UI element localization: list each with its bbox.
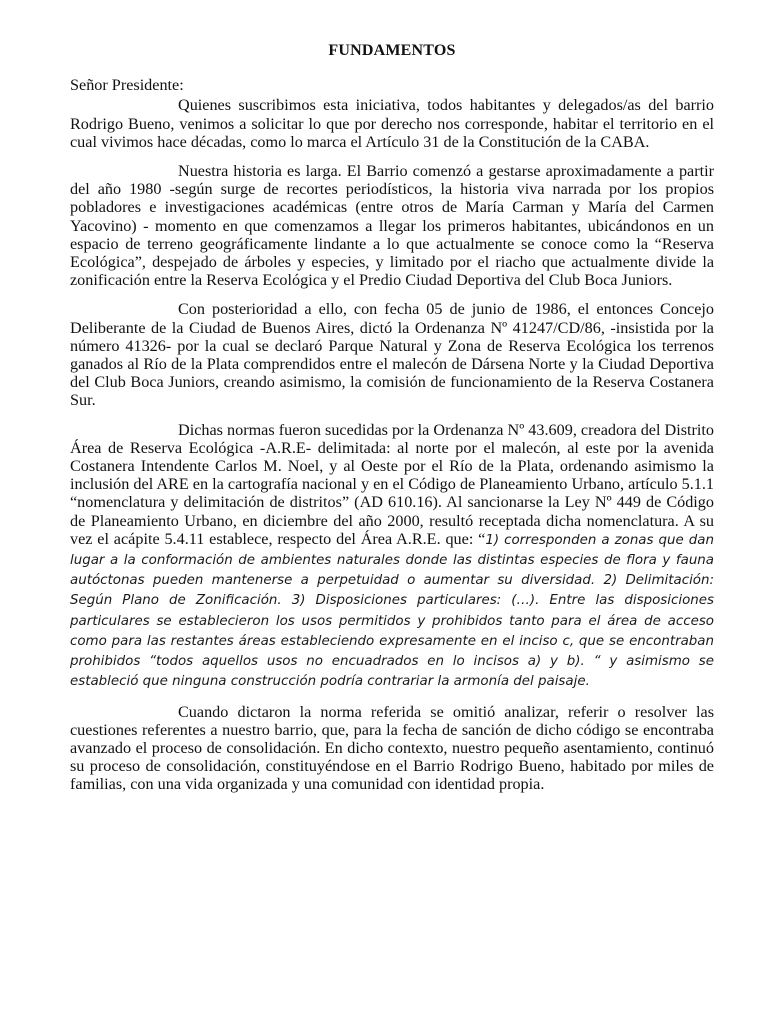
paragraph-2: Nuestra historia es larga. El Barrio comenzó a gestarse aproximadamente a partir del año 1980 -según surge de recortes periodísticos, la historia viva narrada por los propios pobladores e investigaciones académicas (entre otros de María Carman y María del Carmen Yacovino) - momento en que comenzamos a llegar los primeros habitantes, ubicándonos en un espacio de terreno geográficamente lindante a lo que actualmente se conoce como la “Reserva Ecológica”, despejado de árboles y especies, y limitado por el riacho que actualmente divide la zonificación entre la Reserva Ecológica y el Predio Ciudad Deportiva del Club Boca Juniors. (70, 162, 714, 290)
paragraph-4 (70, 421, 714, 692)
paragraph-5: Cuando dictaron la norma referida se omitió analizar, referir o resolver las cuestiones referentes a nuestro barrio, que, para la fecha de sanción de dicho código se encontraba avanzado el proceso de consolidación. En dicho contexto, nuestro pequeño asentamiento, continuó su proceso de consolidación, constituyéndose en el Barrio Rodrigo Bueno, habitado por miles de familias, con una vida organizada y una comunidad con identidad propia. (70, 702, 714, 794)
document-title: FUNDAMENTOS (328, 42, 456, 59)
paragraph-4-lead: Dichas normas fueron sucedidas por la Ordenanza Nº 43.609, creadora del Distrito Área de Reserva Ecológica -A.R.E- delimitada: al norte por el malecón, al este por la avenida Costanera Intendente Carlos M. Noel, y al Oeste por el Río de la Plata, ordenando asimismo la inclusión del ARE en la cartografía nacional y en el Código de Planeamiento Urbano, artículo 5.1.1 “nomenclatura y delimitación de distritos” (AD 610.16). Al sancionarse la Ley Nº 449 de Código de Planeamiento Urbano, en diciembre del año 2000, resultó receptada dicha nomenclatura. A su vez el acápite 5.4.11 establece, respecto del Área A.R.E. que: “ (70, 420, 714, 548)
salutation: Señor Presidente: (70, 76, 184, 95)
paragraph-4-quote: 1) corresponden a zonas que dan lugar a la conformación de ambientes naturales donde las distintas especies de flora y fauna autóctonas pueden mantenerse a perpetuidad o aumentar su diversidad. 2) Delimitación: Según Plano de Zonificación. 3) Disposiciones particulares: (…). Entre las disposiciones particulares se establecieron los usos permitidos y prohibidos tanto para el área de acceso como para las restantes áreas estableciendo expresamente en el inciso c, que se encontraban prohibidos “todos aquellos usos no encuadrados en lo incisos a) y b). “ y asimismo se estableció que ninguna construcción podría contrariar la armonía del paisaje. (70, 532, 714, 690)
document-page (70, 42, 714, 805)
paragraph-3: Con posterioridad a ello, con fecha 05 de junio de 1986, el entonces Concejo Deliberante de la Ciudad de Buenos Aires, dictó la Ordenanza Nº 41247/CD/86, -insistida por la número 41326- por la cual se declaró Parque Natural y Zona de Reserva Ecológica los terrenos ganados al Río de la Plata comprendidos entre el malecón de Dársena Norte y la Ciudad Deportiva del Club Boca Juniors, creando asimismo, la comisión de funcionamiento de la Reserva Costanera Sur. (70, 300, 714, 410)
paragraph-1: Quienes suscribimos esta iniciativa, todos habitantes y delegados/as del barrio Rodrigo Bueno, venimos a solicitar lo que por derecho nos corresponde, habitar el territorio en el cual vivimos hace décadas, como lo marca el Artículo 31 de la Constitución de la CABA. (70, 96, 714, 151)
